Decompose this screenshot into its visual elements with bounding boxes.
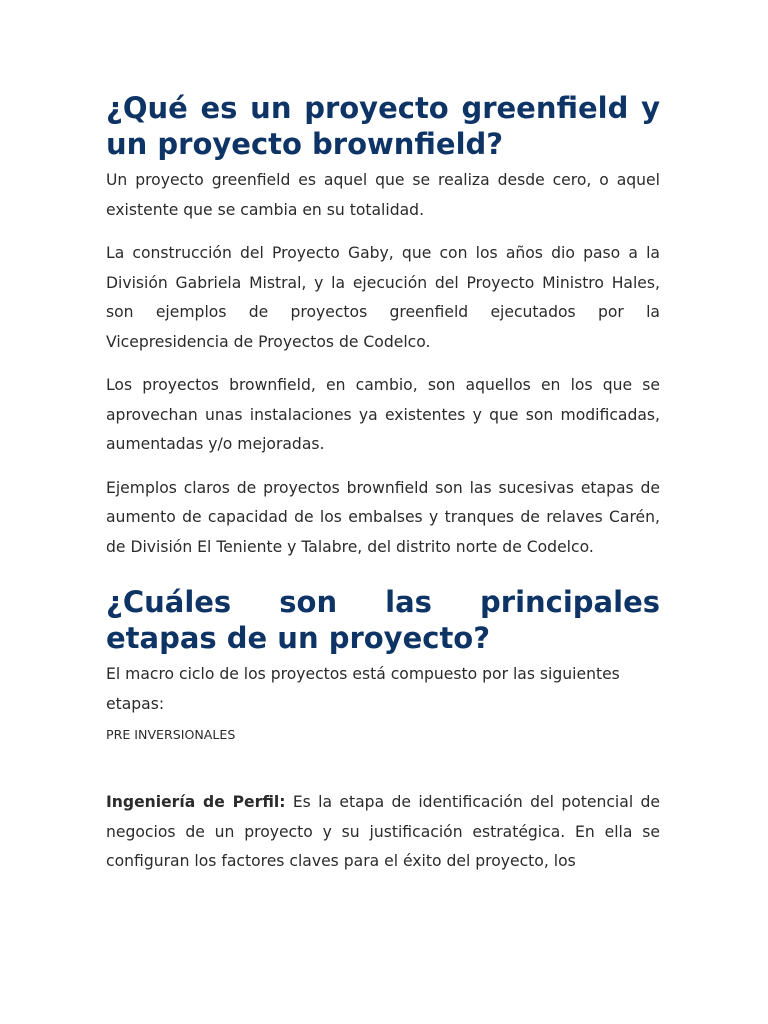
category-label-pre-inversionales: PRE INVERSIONALES: [106, 727, 236, 742]
description-ingenieria-perfil: Es la etapa de identificación del potencial de negocios de un proyecto y su justificación estratégica. En ella se configuran los factores claves para el éxito del proyecto, los: [106, 793, 660, 870]
section-heading-project-stages: ¿Cuáles son las principales etapas de un proyecto?: [106, 585, 660, 655]
paragraph-brownfield-examples: Ejemplos claros de proyectos brownfield son las sucesivas etapas de aumento de capacidad de los embalses y tranques de relaves Carén, de División El Teniente y Talabre, del distrito norte de Codelco.: [106, 478, 660, 556]
document-page: [106, 90, 660, 877]
term-ingenieria-perfil: Ingeniería de Perfil:: [106, 793, 286, 811]
paragraph-greenfield-examples: La construcción del Proyecto Gaby, que con los años dio paso a la División Gabriela Mistral, y la ejecución del Proyecto Ministro Hales, son ejemplos de proyectos greenfield ejecutados por la Vicepresidencia de Proyectos de Codelco.: [106, 244, 660, 351]
paragraph-greenfield-definition: Un proyecto greenfield es aquel que se realiza desde cero, o aquel existente que se cambia en su totalidad.: [106, 171, 660, 219]
paragraph-brownfield-definition: Los proyectos brownfield, en cambio, son aquellos en los que se aprovechan unas instalaciones ya existentes y que son modificadas, aumentadas y/o mejoradas.: [106, 376, 660, 453]
section-heading-greenfield-brownfield: ¿Qué es un proyecto greenfield y un proyecto brownfield?: [106, 91, 660, 161]
paragraph-stages-intro: El macro ciclo de los proyectos está compuesto por las siguientes etapas:: [106, 665, 620, 713]
paragraph-ingenieria-perfil: [106, 788, 660, 877]
